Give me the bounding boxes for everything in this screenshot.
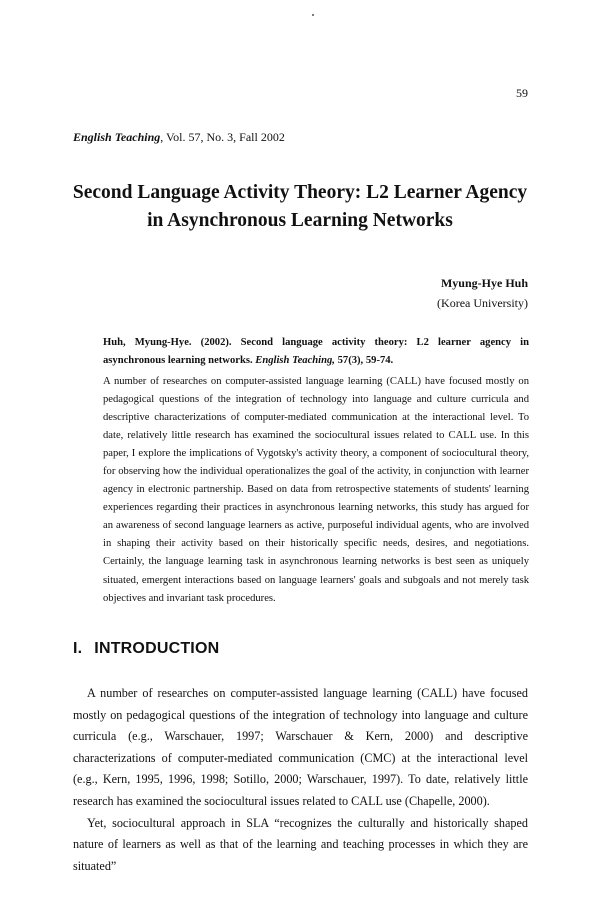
abstract: [103, 373, 529, 608]
section-title: INTRODUCTION: [94, 640, 220, 657]
section-number: I.: [73, 640, 83, 657]
title-line-1: Second Language Activity Theory: L2 Learner Agency: [72, 182, 528, 203]
paragraph: Yet, sociocultural approach in SLA “recognizes the culturally and historically shaped nature of learners as well as that of the learning and teaching processes in which they are situated”: [73, 815, 528, 873]
journal-details: , Vol. 57, No. 3, Fall 2002: [160, 130, 285, 144]
section-heading: [73, 640, 219, 658]
page-number: 59: [516, 86, 528, 100]
author-name: Myung-Hye Huh: [440, 276, 528, 290]
citation-tail: 57(3), 59-74.: [334, 355, 394, 366]
citation: [103, 334, 529, 370]
scan-mark: [312, 14, 314, 16]
paper-title: [50, 179, 550, 235]
title-line-2: in Asynchronous Learning Networks: [147, 210, 453, 231]
journal-name: English Teaching: [73, 130, 161, 144]
paragraph: A number of researches on computer-assisted language learning (CALL) have focused mostly on pedagogical questions of the integration of technology into language and culture curricula (e.g., Warschauer, 1997; Warschauer & Kern, 2000) and descriptive characterizations of computer-mediated communication (CMC) at the interactional level (e.g., Kern, 1995, 1996, 1998; Sotillo, 2000; Warschauer, 1997). To date, relatively little research has examined the sociocultural issues related to CALL use (Chapelle, 2000).: [73, 686, 528, 808]
abstract-text: A number of researches on computer-assisted language learning (CALL) have focused mostly on pedagogical questions of the integration of technology into language and culture curricula and descriptive characterizations of computer-mediated communication at the interactional level. To date, relatively little research has examined the sociocultural issues related to CALL use. In this paper, I explore the implications of Vygotsky's activity theory, a component of sociocultural theory, for observing how the individual operationalizes the goal of the activity, in conjunction with learner agency in electronic partnership. Based on data from retrospective statements of students' learning experiences regarding their practices in asynchronous learning networks, this study has argued for an awareness of second language learners as active, purposeful individual agents, who are involved in shaping their activity based on their historically specific needs, desires, and negotiations. Certainly, the language learning task in asynchronous learning networks is best seen as uniquely situated, emergent interactions based on language learners' goals and subgoals and not merely task objectives and invariant task procedures.: [103, 376, 529, 604]
citation-lead: Huh, Myung-Hye. (2002). Second language activity theory: L2 learner agency in asynchronous learning networks.: [103, 337, 529, 366]
citation-journal: English Teaching,: [255, 355, 335, 366]
journal-header: [73, 130, 285, 145]
author-affiliation: (Korea University): [437, 296, 528, 310]
body-text: [73, 683, 528, 877]
